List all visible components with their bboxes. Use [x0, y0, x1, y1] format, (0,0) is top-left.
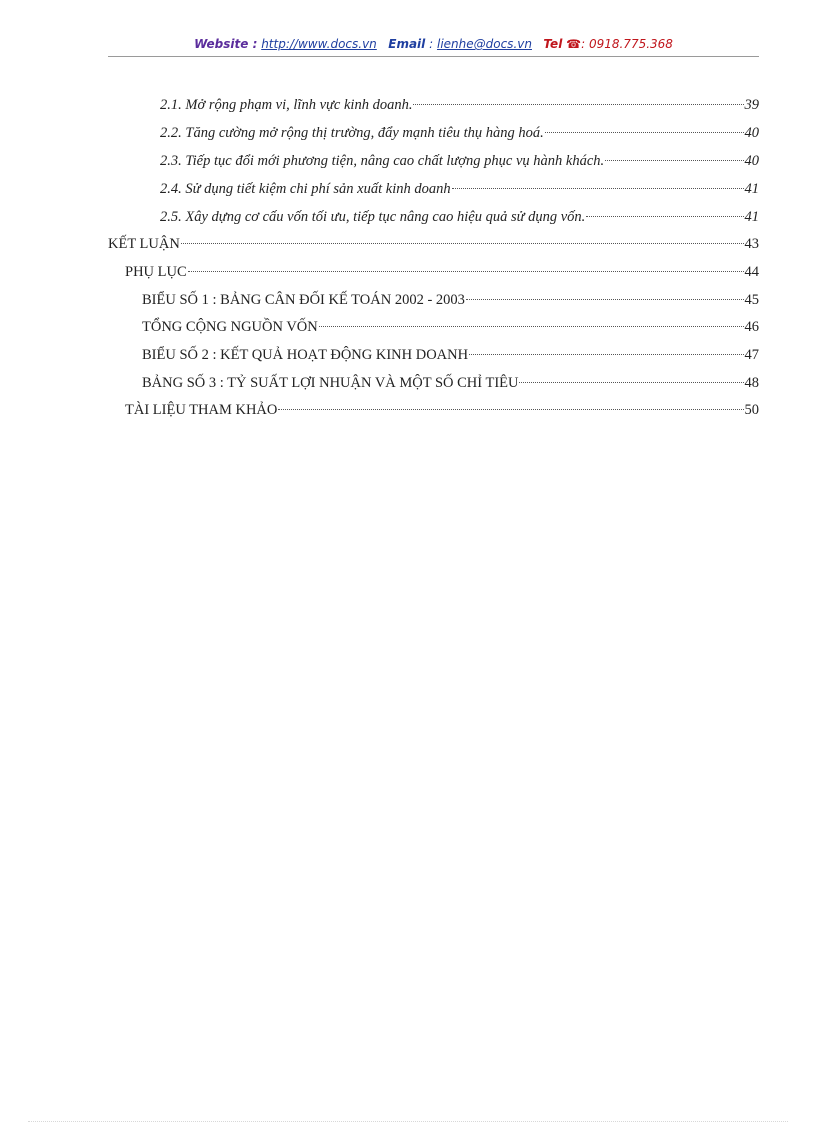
toc-entry-title: 2.4. Sử dụng tiết kiệm chi phí sản xuất kinh doanh	[160, 181, 451, 197]
toc-entry[interactable]	[142, 375, 759, 399]
toc-entry-page: 41	[744, 181, 759, 197]
email-link[interactable]: lienhe@docs.vn	[436, 37, 532, 51]
phone-icon: ☎	[566, 37, 582, 51]
toc-entry[interactable]	[160, 209, 759, 233]
toc-leader	[319, 326, 744, 327]
toc-entry-page: 47	[744, 347, 759, 363]
toc-entry-title: 2.5. Xây dựng cơ cấu vốn tối ưu, tiếp tục nâng cao hiệu quả sử dụng vốn.	[160, 209, 586, 225]
toc-entry[interactable]	[160, 125, 759, 149]
toc-entry-page: 40	[744, 125, 759, 141]
toc-entry-title: BẢNG SỐ 3 : TỶ SUẤT LỢI NHUẬN VÀ MỘT SỐ CHỈ TIÊU	[142, 375, 519, 391]
toc-leader	[519, 382, 743, 383]
toc-entry-title: TÀI LIỆU THAM KHẢO	[125, 402, 278, 418]
toc-leader	[278, 409, 743, 410]
website-link[interactable]: http://www.docs.vn	[261, 37, 377, 51]
toc-entry[interactable]	[142, 347, 759, 371]
toc-entry-page: 39	[744, 97, 759, 113]
toc-leader	[545, 132, 744, 133]
toc-entry[interactable]	[160, 181, 759, 205]
email-separator: :	[429, 37, 434, 51]
tel-value: : 0918.775.368	[581, 37, 673, 51]
toc-entry-title: 2.3. Tiếp tục đổi mới phương tiện, nâng cao chất lượng phục vụ hành khách.	[160, 153, 605, 169]
page-header	[108, 37, 759, 51]
toc-entry-page: 45	[744, 292, 759, 308]
toc-entry[interactable]	[125, 402, 759, 426]
toc-entry-page: 48	[744, 375, 759, 391]
header-divider	[108, 56, 759, 57]
website-label: Website :	[194, 37, 258, 51]
footer-divider	[28, 1121, 788, 1122]
toc-entry-title: KẾT LUẬN	[108, 236, 180, 252]
toc-entry[interactable]	[160, 153, 759, 177]
toc-entry-page: 44	[744, 264, 759, 280]
toc-leader	[413, 104, 743, 105]
toc-entry-page: 40	[744, 153, 759, 169]
toc-leader	[181, 243, 744, 244]
toc-entry-title: 2.1. Mở rộng phạm vi, lĩnh vực kinh doanh.	[160, 97, 413, 113]
toc-leader	[586, 216, 743, 217]
toc-entry[interactable]	[142, 319, 759, 343]
toc-leader	[188, 271, 744, 272]
toc-entry-title: BIỂU SỐ 2 : KẾT QUẢ HOẠT ĐỘNG KINH DOANH	[142, 347, 469, 363]
toc-entry-title: 2.2. Tăng cường mở rộng thị trường, đẩy mạnh tiêu thụ hàng hoá.	[160, 125, 544, 141]
tel-label: Tel	[543, 37, 563, 51]
toc-entry[interactable]	[142, 292, 759, 316]
toc-entry[interactable]	[160, 97, 759, 121]
toc-entry-page: 50	[744, 402, 759, 418]
toc-entry-page: 43	[744, 236, 759, 252]
toc-entry-title: TỔNG CỘNG NGUỒN VỐN	[142, 319, 318, 335]
toc-entry-title: PHỤ LỤC	[125, 264, 187, 280]
toc-entry-page: 46	[744, 319, 759, 335]
toc-entry[interactable]	[108, 236, 759, 260]
toc-leader	[605, 160, 743, 161]
toc-entry-title: BIỂU SỐ 1 : BẢNG CÂN ĐỐI KẾ TOÁN 2002 - 2003	[142, 292, 465, 308]
email-label: Email	[388, 37, 426, 51]
toc-entry[interactable]	[125, 264, 759, 288]
toc-leader	[452, 188, 744, 189]
toc-leader	[466, 299, 744, 300]
toc-entry-page: 41	[744, 209, 759, 225]
toc-leader	[469, 354, 743, 355]
